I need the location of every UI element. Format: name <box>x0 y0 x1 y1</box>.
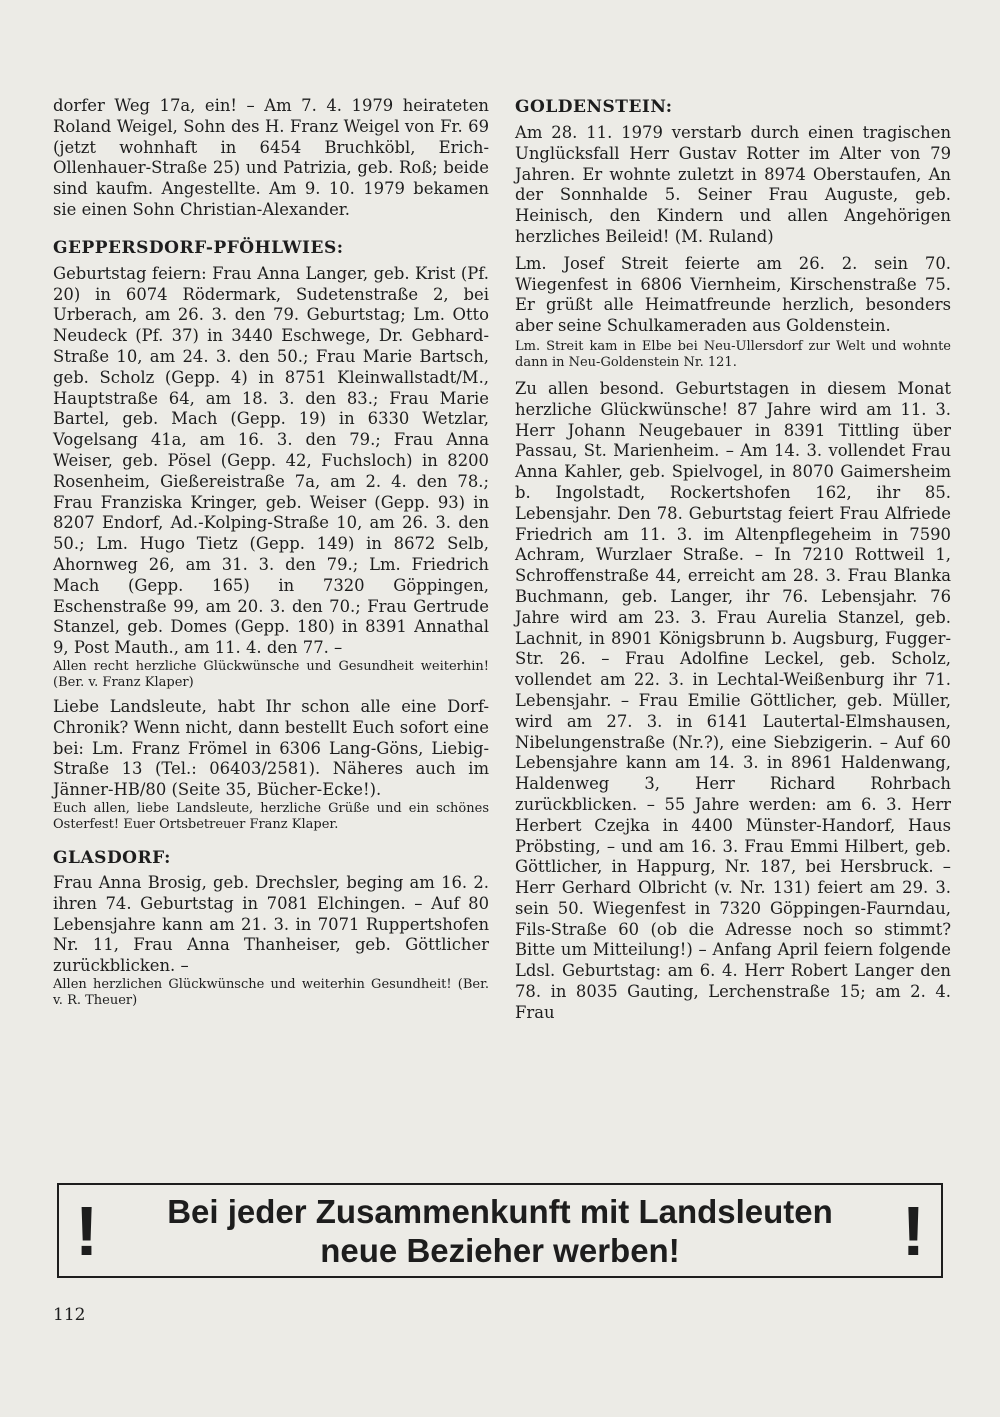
streit-note: Lm. Streit kam in Elbe bei Neu-Ullersdorf zur Welt und wohnte dann in Neu-Goldenstein Nr. 121. <box>515 338 951 370</box>
glasdorf-wishes: Allen herzlichen Glückwünsche und weiterhin Gesundheit! (Ber. v. R. Theuer) <box>53 976 489 1008</box>
left-column <box>53 96 489 1009</box>
right-column <box>515 96 951 1024</box>
recruitment-banner <box>57 1183 943 1278</box>
geppersdorf-heading: GEPPERSDORF-PFÖHLWIES: <box>53 237 344 258</box>
page-number: 112 <box>53 1305 86 1325</box>
goldenstein-death-notice: Am 28. 11. 1979 verstarb durch einen tragischen Unglücksfall Herr Gustav Rotter im Alter von 79 Jahren. Er wohnte zuletzt in 8974 Oberstaufen, An der Sonnhalde 5. Seiner Frau Auguste, geb. Heinisch, den Kindern und allen Angehörigen herzliches Beileid! (M. Ruland) <box>515 123 951 246</box>
exclamation-mark-left: ! <box>75 1192 99 1270</box>
banner-line-2: neue Bezieher werben! <box>320 1232 680 1269</box>
glasdorf-birthdays: Frau Anna Brosig, geb. Drechsler, beging am 16. 2. ihren 74. Geburtstag in 7081 Elchingen. – Auf 80 Lebensjahre kann am 21. 3. in 7071 Ruppertshofen Nr. 11, Frau Anna Thanheiser, geb. Göttlicher zurückblicken. – <box>53 872 489 976</box>
geppersdorf-birthdays: Geburtstag feiern: Frau Anna Langer, geb. Krist (Pf. 20) in 6074 Rödermark, Sudetenstraße 2, bei Urberach, am 26. 3. den 79. Geburtstag; Lm. Otto Neudeck (Pf. 37) in 3440 Eschwege, Dr. Gebhard-Straße 10, am 24. 3. den 50.; Frau Marie Bartsch, geb. Scholz (Gepp. 4) in 8751 Kleinwallstadt/M., Hauptstraße 64, am 18. 3. den 83.; Frau Marie Bartel, geb. Mach (Gepp. 19) in 6330 Wetzlar, Vogelsang 41a, am 16. 3. den 79.; Frau Anna Weiser, geb. Pösel (Gepp. 42, Fuchsloch) in 8200 Rosenheim, Gießereistraße 7a, am 2. 4. den 78.; Frau Franziska Kringer, geb. Weiser (Gepp. 93) in 8207 Endorf, Ad.-Kolping-Straße 10, am 26. 3. den 50.; Lm. Hugo Tietz (Gepp. 149) in 8672 Selb, Ahornweg 26, am 31. 3. den 79.; Lm. Friedrich Mach (Gepp. 165) in 7320 Göppingen, Eschenstraße 99, am 20. 3. den 70.; Frau Gertrude Stanzel, geb. Domes (Gepp. 180) in 8391 Annathal 9, Post Mauth., am 11. 4. den 77. – <box>53 263 489 658</box>
weigel-paragraph: dorfer Weg 17a, ein! – Am 7. 4. 1979 heirateten Roland Weigel, Sohn des H. Franz Weigel von Fr. 69 (jetzt wohnhaft in 6454 Bruchköbl, Erich-Ollenhauer-Straße 25) und Patrizia, geb. Roß; beide sind kaufm. Angestellte. Am 9. 10. 1979 bekamen sie einen Sohn Christian-Alexander. <box>53 96 489 219</box>
streit-paragraph: Lm. Josef Streit feierte am 26. 2. sein 70. Wiegenfest in 6806 Viernheim, Kirschenstraße 75. Er grüßt alle Heimatfreunde herzlich, besonders aber seine Schulkameraden aus Goldenstein. <box>515 253 951 336</box>
glasdorf-heading: GLASDORF: <box>53 847 171 868</box>
goldenstein-birthdays: Zu allen besond. Geburtstagen in diesem Monat herzliche Glückwünsche! 87 Jahre wird am 11. 3. Herr Johann Neugebauer in 8391 Tittling über Passau, St. Marienheim. – Am 14. 3. vollendet Frau Anna Kahler, geb. Spielvogel, in 8070 Gaimersheim b. Ingolstadt, Rockertshofen 162, ihr 85. Lebensjahr. Den 78. Geburtstag feiert Frau Alfriede Friedrich am 11. 3. im Altenpflegeheim in 7590 Achram, Wurzlaer Straße. – In 7210 Rottweil 1, Schroffenstraße 44, erreicht am 28. 3. Frau Blanka Buchmann, geb. Langer, ihr 76. Lebensjahr. 76 Jahre wird am 23. 3. Frau Aurelia Stanzel, geb. Lachnit, in 8901 Königsbrunn b. Augsburg, Fugger-Str. 26. – Frau Adolfine Leckel, geb. Scholz, vollendet am 22. 3. in Lechtal-Weißenburg ihr 71. Lebensjahr. – Frau Emilie Göttlicher, geb. Müller, wird am 27. 3. in 6141 Lautertal-Elmshausen, Nibelungenstraße (Nr.?), eine Siebzigerin. – Auf 60 Lebensjahre kann am 14. 3. in 8961 Haldenwang, Haldenweg 3, Herr Richard Rohrbach zurückblicken. – 55 Jahre werden: am 6. 3. Herr Herbert Czejka in 4400 Münster-Handorf, Haus Pröbsting, – und am 16. 3. Frau Emmi Hilbert, geb. Göttlicher, in Happurg, Nr. 187, bei Hersbruck. – Herr Gerhard Olbricht (v. Nr. 131) feiert am 29. 3. sein 50. Wiegenfest in 7320 Göppingen-Faurndau, Fils-Straße 60 (ob die Adresse noch so stimmt? Bitte um Mitteilung!) – Anfang April feiern folgende Ldsl. Geburtstag: am 6. 4. Herr Robert Langer den 78. in 8035 Gauting, Lerchenstraße 15; am 2. 4. Frau <box>515 378 951 1022</box>
geppersdorf-wishes: Allen recht herzliche Glückwünsche und Gesundheit weiterhin! (Ber. v. Franz Klaper) <box>53 658 489 690</box>
easter-greeting: Euch allen, liebe Landsleute, herzliche Grüße und ein schönes Osterfest! Euer Ortsbetreuer Franz Klaper. <box>53 800 489 832</box>
exclamation-mark-right: ! <box>901 1192 925 1270</box>
dorf-chronik-paragraph: Liebe Landsleute, habt Ihr schon alle eine Dorf-Chronik? Wenn nicht, dann bestellt Euch sofort eine bei: Lm. Franz Frömel in 6306 Lang-Göns, Liebig-Straße 13 (Tel.: 06403/2581). Näheres auch im Jänner-HB/80 (Seite 35, Bücher-Ecke!). <box>53 696 489 800</box>
goldenstein-heading: GOLDENSTEIN: <box>515 97 673 117</box>
banner-line-1: Bei jeder Zusammenkunft mit Landsleuten <box>167 1193 833 1230</box>
